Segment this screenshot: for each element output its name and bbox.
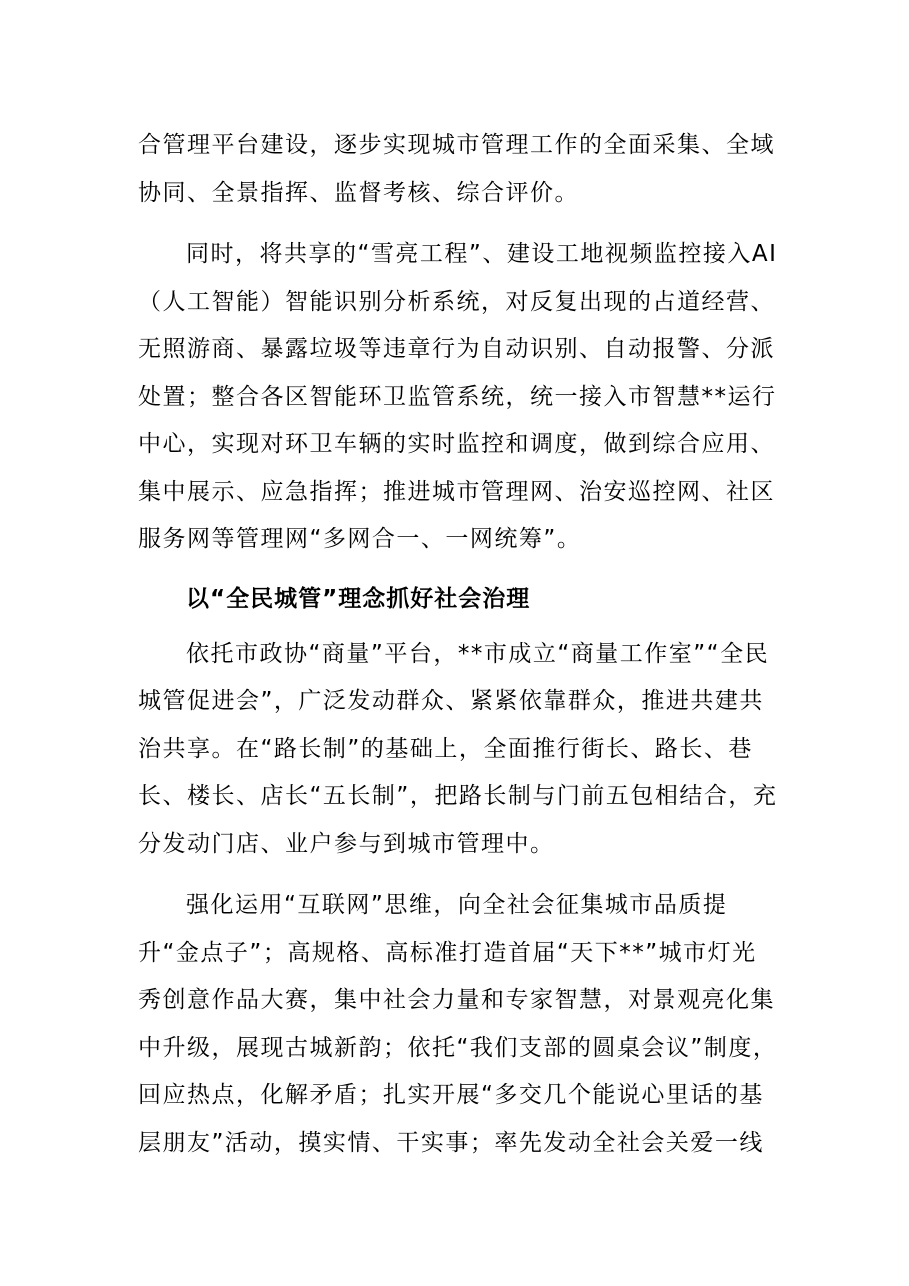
paragraph-platform-construction: 合管理平台建设，逐步实现城市管理工作的全面采集、全域协同、全景指挥、监督考核、综合评价。 — [138, 132, 775, 206]
section-heading: 以“全民城管”理念抓好社会治理 — [186, 585, 531, 612]
paragraph-internet-thinking: 强化运用“互联网”思维，向全社会征集城市品质提升“金点子”；高规格、高标准打造首届“天下**”城市灯光秀创意作品大赛，集中社会力量和专家智慧，对景观亮化集中升级，展现古城新韵；依托“我们支部的圆桌会议”制度，回应热点，化解矛盾；扎实开展“多交几个能说心里话的基层朋友”活动，摸实情、干实事；率先发动全社会关爱一线 — [138, 892, 778, 1156]
paragraph-smart-monitoring: 同时，将共享的“雪亮工程”、建设工地视频监控接入AI（人工智能）智能识别分析系统，对反复出现的占道经营、无照游商、暴露垃圾等违章行为自动识别、自动报警、分派处置；整合各区智能环卫监管系统，统一接入市智慧**运行中心，实现对环卫车辆的实时监控和调度，做到综合应用、集中展示、应急指挥；推进城市管理网、治安巡控网、社区服务网等管理网“多网合一、一网统筹”。 — [138, 241, 778, 552]
paragraph-public-participation: 依托市政协“商量”平台，**市成立“商量工作室”“全民城管促进会”，广泛发动群众、紧紧依靠群众，推进共建共治共享。在“路长制”的基础上，全面推行街长、路长、巷长、楼长、店长“五长制”，把路长制与门前五包相结合，充分发动门店、业户参与到城市管理中。 — [138, 640, 778, 857]
document-body — [138, 122, 778, 1167]
